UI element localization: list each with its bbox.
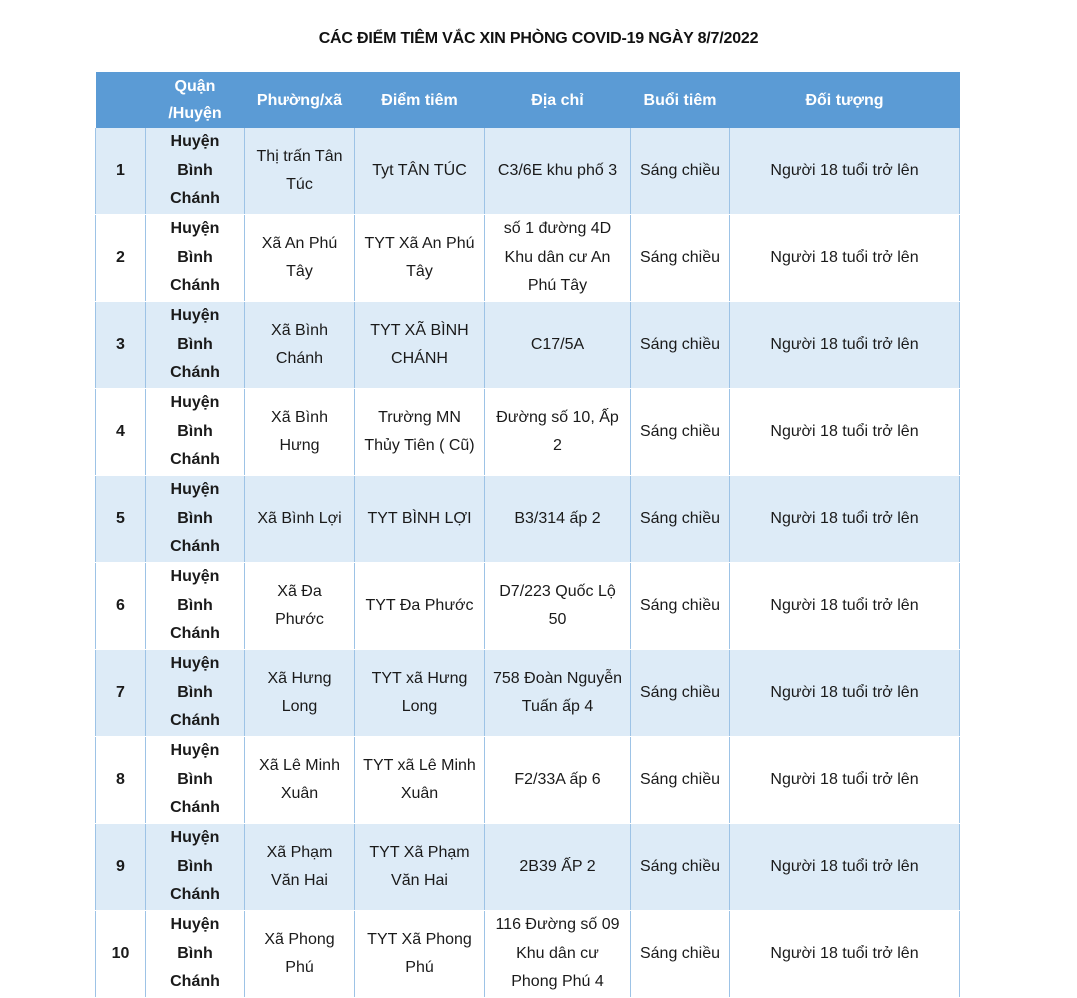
table-row [96, 563, 960, 650]
header-session: Buổi tiêm [631, 72, 730, 128]
cell-district: Huyện Bình Chánh [146, 911, 245, 998]
cell-address: C3/6E khu phố 3 [485, 128, 631, 215]
header-site: Điểm tiêm [355, 72, 485, 128]
row-index: 1 [96, 128, 146, 215]
table-row [96, 476, 960, 563]
table-row [96, 737, 960, 824]
cell-ward: Xã Bình Hưng [245, 389, 355, 476]
cell-session: Sáng chiều [631, 563, 730, 650]
cell-ward: Xã Đa Phước [245, 563, 355, 650]
cell-ward: Thị trấn Tân Túc [245, 128, 355, 215]
cell-target: Người 18 tuổi trở lên [730, 302, 960, 389]
row-index: 3 [96, 302, 146, 389]
cell-address: B3/314 ấp 2 [485, 476, 631, 563]
cell-district: Huyện Bình Chánh [146, 215, 245, 302]
cell-site: TYT Đa Phước [355, 563, 485, 650]
cell-site: TYT Xã Phạm Văn Hai [355, 824, 485, 911]
header-row [96, 72, 960, 128]
row-index: 7 [96, 650, 146, 737]
cell-address: F2/33A ấp 6 [485, 737, 631, 824]
cell-site: TYT xã Lê Minh Xuân [355, 737, 485, 824]
header-district: Quận /Huyện [146, 72, 245, 128]
cell-session: Sáng chiều [631, 824, 730, 911]
table-row [96, 824, 960, 911]
cell-ward: Xã Phạm Văn Hai [245, 824, 355, 911]
header-target: Đối tượng [730, 72, 960, 128]
cell-address: 116 Đường số 09 Khu dân cư Phong Phú 4 [485, 911, 631, 998]
table-row [96, 389, 960, 476]
cell-district: Huyện Bình Chánh [146, 563, 245, 650]
cell-site: TYT Xã Phong Phú [355, 911, 485, 998]
cell-district: Huyện Bình Chánh [146, 824, 245, 911]
cell-ward: Xã Bình Lợi [245, 476, 355, 563]
cell-ward: Xã Lê Minh Xuân [245, 737, 355, 824]
cell-target: Người 18 tuổi trở lên [730, 389, 960, 476]
cell-target: Người 18 tuổi trở lên [730, 911, 960, 998]
table-row [96, 128, 960, 215]
cell-district: Huyện Bình Chánh [146, 737, 245, 824]
cell-ward: Xã Phong Phú [245, 911, 355, 998]
header-address: Địa chỉ [485, 72, 631, 128]
cell-site: Trường MN Thủy Tiên ( Cũ) [355, 389, 485, 476]
row-index: 5 [96, 476, 146, 563]
header-ward: Phường/xã [245, 72, 355, 128]
cell-address: D7/223 Quốc Lộ 50 [485, 563, 631, 650]
cell-district: Huyện Bình Chánh [146, 302, 245, 389]
cell-target: Người 18 tuổi trở lên [730, 824, 960, 911]
row-index: 4 [96, 389, 146, 476]
table-row [96, 650, 960, 737]
cell-session: Sáng chiều [631, 128, 730, 215]
cell-site: TYT Xã An Phú Tây [355, 215, 485, 302]
cell-session: Sáng chiều [631, 650, 730, 737]
row-index: 8 [96, 737, 146, 824]
table-row [96, 911, 960, 998]
cell-district: Huyện Bình Chánh [146, 128, 245, 215]
cell-session: Sáng chiều [631, 302, 730, 389]
cell-session: Sáng chiều [631, 215, 730, 302]
document-title: CÁC ĐIỂM TIÊM VẮC XIN PHÒNG COVID-19 NGÀY 8/7/2022 [318, 30, 759, 47]
cell-target: Người 18 tuổi trở lên [730, 476, 960, 563]
cell-session: Sáng chiều [631, 476, 730, 563]
cell-target: Người 18 tuổi trở lên [730, 128, 960, 215]
cell-ward: Xã Hưng Long [245, 650, 355, 737]
row-index: 6 [96, 563, 146, 650]
cell-site: TYT XÃ BÌNH CHÁNH [355, 302, 485, 389]
row-index: 2 [96, 215, 146, 302]
cell-address: số 1 đường 4D Khu dân cư An Phú Tây [485, 215, 631, 302]
cell-target: Người 18 tuổi trở lên [730, 650, 960, 737]
cell-target: Người 18 tuổi trở lên [730, 563, 960, 650]
cell-site: TYT BÌNH LỢI [355, 476, 485, 563]
cell-session: Sáng chiều [631, 737, 730, 824]
cell-district: Huyện Bình Chánh [146, 650, 245, 737]
cell-address: 2B39 ẤP 2 [485, 824, 631, 911]
cell-site: TYT xã Hưng Long [355, 650, 485, 737]
header-index [96, 72, 146, 128]
table-row [96, 302, 960, 389]
cell-address: 758 Đoàn Nguyễn Tuấn ấp 4 [485, 650, 631, 737]
row-index: 10 [96, 911, 146, 998]
cell-target: Người 18 tuổi trở lên [730, 737, 960, 824]
table-header [96, 72, 960, 128]
cell-target: Người 18 tuổi trở lên [730, 215, 960, 302]
cell-address: Đường số 10, Ấp 2 [485, 389, 631, 476]
row-index: 9 [96, 824, 146, 911]
cell-site: Tyt TÂN TÚC [355, 128, 485, 215]
cell-address: C17/5A [485, 302, 631, 389]
table-body [96, 128, 960, 998]
table-row [96, 215, 960, 302]
cell-session: Sáng chiều [631, 911, 730, 998]
cell-district: Huyện Bình Chánh [146, 389, 245, 476]
cell-district: Huyện Bình Chánh [146, 476, 245, 563]
cell-session: Sáng chiều [631, 389, 730, 476]
cell-ward: Xã Bình Chánh [245, 302, 355, 389]
vaccination-sites-table [95, 72, 960, 998]
cell-ward: Xã An Phú Tây [245, 215, 355, 302]
